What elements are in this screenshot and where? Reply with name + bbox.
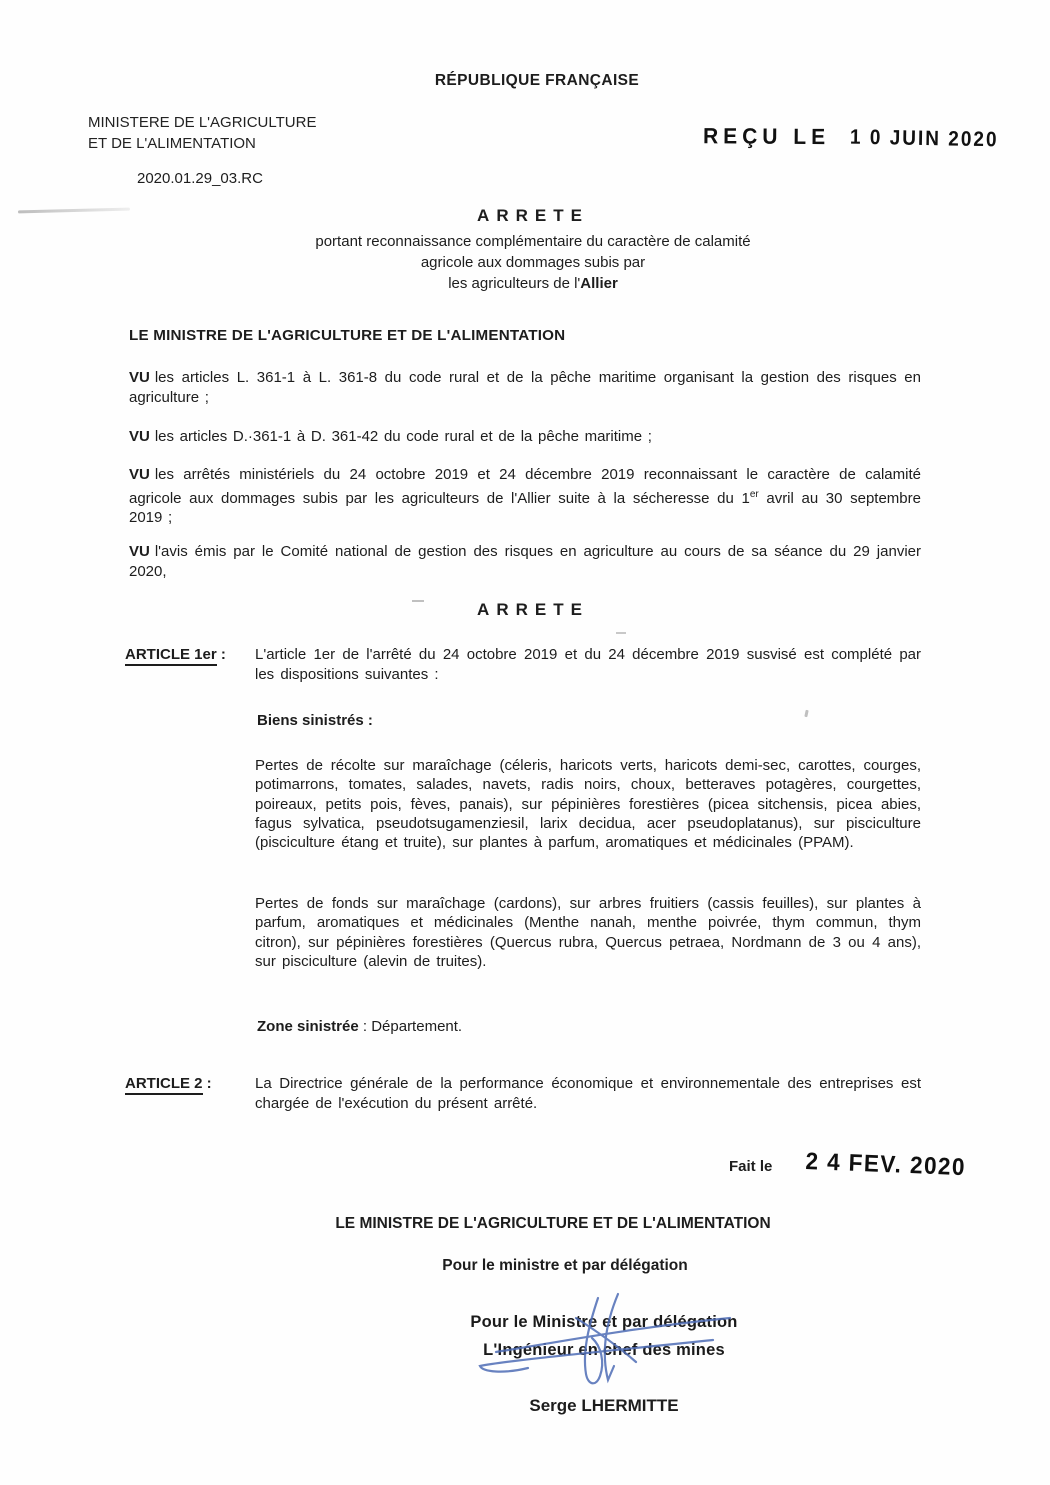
zone-sinistree-label: Zone sinistrée	[257, 1018, 359, 1035]
signatory-name: Serge LHERMITTE	[529, 1396, 679, 1415]
stamp-line-1: Pour le Ministre et par délégation	[470, 1313, 738, 1331]
signature-date-stamp: 2 4 FEV. 2020	[804, 1148, 967, 1182]
pertes-recolte-paragraph: Pertes de récolte sur maraîchage (céleris, haricots verts, haricots demi-sec, carottes, courges, potimarrons, tomates, salades, navets, radis noirs, choux, betteraves potagères, courgettes, poireaux, petits pois, fèves, panais), sur pépinières forestières (picea sitchensis, picea abies, fagus sylvatica, pseudotsugamenziesil, larix decidua, acer pseudoplatanus), sur pisciculture (pisciculture étang et truite), sur plantes à parfum, aromatiques et médicinales (PPAM).	[255, 757, 921, 852]
subtitle-line-3-text: les agriculteurs de l'	[448, 275, 581, 292]
closing-minister-line: LE MINISTRE DE L'AGRICULTURE ET DE L'ALIMENTATION	[335, 1215, 771, 1232]
subtitle-line-3	[8, 273, 1050, 294]
arrete-title: ARRETE	[477, 206, 589, 225]
ordinal-superscript: er	[749, 488, 759, 500]
subtitle-departement-name: Allier	[580, 275, 618, 292]
vu-paragraph-3	[129, 465, 921, 528]
scan-artifact	[616, 632, 626, 634]
scan-artifact	[804, 710, 808, 717]
minister-heading: LE MINISTRE DE L'AGRICULTURE ET DE L'ALIMENTATION	[129, 327, 566, 344]
reference-number: 2020.01.29_03.RC	[137, 170, 263, 187]
article-1-label	[125, 645, 247, 685]
article-1-colon: :	[216, 646, 226, 663]
title-block	[8, 206, 1050, 294]
fait-le-label: Fait le	[729, 1158, 773, 1175]
vu-label: VU	[129, 369, 150, 386]
subtitle-line-2: agricole aux dommages subis par	[420, 254, 646, 271]
article-1-text: L'article 1er de l'arrêté du 24 octobre 2019 et du 24 décembre 2019 susvisé est complété par les dispositions suivantes :	[255, 646, 921, 683]
ministry-line-1: MINISTERE DE L'AGRICULTURE	[88, 114, 317, 131]
vu-label: VU	[129, 428, 150, 445]
article-2-label-text: ARTICLE 2	[125, 1075, 203, 1095]
signature-stamp-block	[404, 1308, 804, 1364]
vu-text: les articles L. 361-1 à L. 361-8 du code rural et de la pêche maritime organisant la gestion des risques en agriculture ;	[129, 369, 921, 406]
zone-sinistree-line	[257, 1018, 462, 1035]
zone-sinistree-value: : Département.	[358, 1018, 463, 1035]
article-2-label	[125, 1074, 247, 1114]
vu-label: VU	[129, 466, 150, 483]
vu-text: les articles D.·361-1 à D. 361-42 du code rural et de la pêche maritime ;	[154, 428, 652, 445]
arrete-body-heading: ARRETE	[477, 600, 589, 619]
vu-paragraph-1	[129, 368, 921, 407]
delegation-line: Pour le ministre et par délégation	[442, 1257, 688, 1274]
ministry-block	[88, 112, 316, 154]
arrete-subtitle	[8, 231, 1050, 294]
vu-paragraph-2	[129, 427, 921, 447]
stamp-line-2: L'Ingénieur en chef des mines	[483, 1341, 725, 1359]
article-2-colon: :	[202, 1075, 212, 1092]
pertes-fonds-paragraph: Pertes de fonds sur maraîchage (cardons), sur arbres fruitiers (cassis feuilles), sur plantes à parfum, aromatiques et médicinales (Menthe nanah, menthe poivrée, thym commun, thym citron), sur pépinières forestières (Quercus rubra, Quercus petraea, Nordmann de 3 ou 4 ans), sur pisciculture (alevin de truites).	[255, 895, 921, 970]
article-1	[125, 645, 921, 685]
received-stamp-date: 1 0 JUIN 2020	[850, 126, 1000, 152]
subtitle-line-1: portant reconnaissance complémentaire du caractère de calamité	[315, 233, 751, 250]
article-2	[125, 1074, 921, 1114]
biens-sinistres-heading: Biens sinistrés :	[257, 712, 373, 729]
vu-paragraph-4	[129, 542, 921, 581]
republic-heading: RÉPUBLIQUE FRANÇAISE	[434, 72, 640, 89]
article-2-text: La Directrice générale de la performance économique et environnementale des entreprises est chargée de l'exécution du présent arrêté.	[255, 1075, 921, 1112]
article-1-label-text: ARTICLE 1er	[125, 646, 217, 666]
received-stamp-label: REÇU LE	[702, 124, 831, 150]
vu-label: VU	[129, 543, 150, 560]
vu-text: les arrêtés ministériels du 24 octobre 2019 et 24 décembre 2019 reconnaissant le caractère de calamité agricole aux dommages subis par les agriculteurs de l'Allier suite à la sécheresse du 1	[129, 466, 921, 507]
ministry-line-2: ET DE L'ALIMENTATION	[88, 135, 256, 152]
received-date-stamp	[703, 125, 999, 151]
vu-text: l'avis émis par le Comité national de gestion des risques en agriculture au cours de sa séance du 29 janvier 2020,	[129, 543, 921, 580]
vu-text: avril au 30 septembre 2019 ;	[129, 489, 921, 526]
